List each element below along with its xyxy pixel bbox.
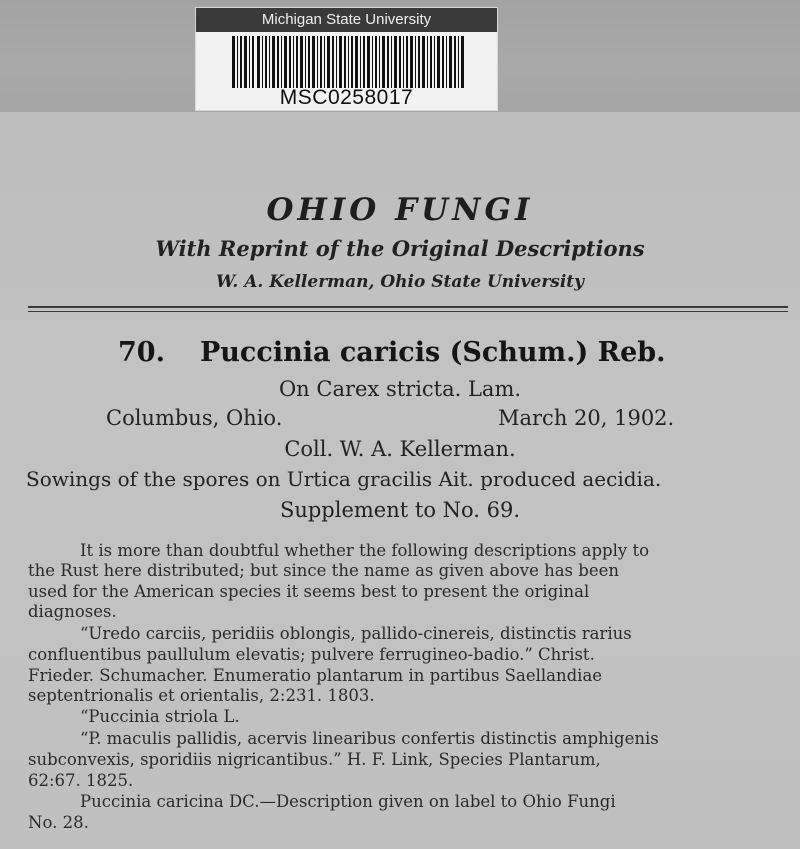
description-line: confluentibus paullulum elevatis; pulvere ferrugineo-badio.” Christ. (28, 645, 595, 664)
supplement-note: Supplement to No. 69. (279, 498, 521, 522)
description-line: “Puccinia striola L. (80, 707, 240, 726)
collection-date: March 20, 1902. (498, 406, 675, 430)
description-line: No. 28. (28, 813, 89, 832)
description-line: diagnoses. (28, 602, 117, 621)
description-line: subconvexis, sporidiis nigricantibus.” H. F. Link, Species Plantarum, (28, 750, 601, 769)
specimen-name: Puccinia caricis (Schum.) Reb. (200, 337, 666, 368)
collector: Coll. W. A. Kellerman. (284, 437, 516, 461)
description-line: “Uredo carciis, peridiis oblongis, pallido-cinereis, distinctis rarius (80, 624, 632, 643)
description-line: Puccinia caricina DC.—Description given on label to Ohio Fungi (80, 792, 616, 811)
series-author: W. A. Kellerman, Ohio State University (215, 272, 585, 292)
description-line: It is more than doubtful whether the following descriptions apply to (80, 541, 650, 560)
description-line: “P. maculis pallidis, acervis linearibus confertis distinctis amphigenis (80, 729, 659, 748)
description-line: septentrionalis et orientalis, 2:231. 1803. (28, 686, 375, 705)
series-subtitle: With Reprint of the Original Descriptions (155, 236, 645, 261)
divider-top (28, 306, 788, 308)
specimen-number: 70. (118, 337, 165, 368)
description-line: the Rust here distributed; but since the name as given above has been (28, 561, 619, 580)
description-line: Frieder. Schumacher. Enumeratio plantarum in partibus Saellandiae (28, 666, 603, 685)
description-line: 62:67. 1825. (28, 771, 134, 790)
series-title: OHIO FUNGI (266, 192, 534, 228)
divider-bottom (28, 311, 788, 312)
institution-name: Michigan State University (196, 8, 497, 32)
barcode-label (195, 7, 498, 111)
barcode-icon (232, 36, 464, 88)
locality: Columbus, Ohio. (106, 406, 283, 430)
description-line: used for the American species it seems best to present the original (28, 582, 590, 601)
catalog-number: MSC0258017 (279, 86, 414, 109)
host-line: On Carex stricta. Lam. (278, 377, 522, 401)
sowing-note: Sowings of the spores on Urtica gracilis Ait. produced aecidia. (26, 467, 662, 491)
